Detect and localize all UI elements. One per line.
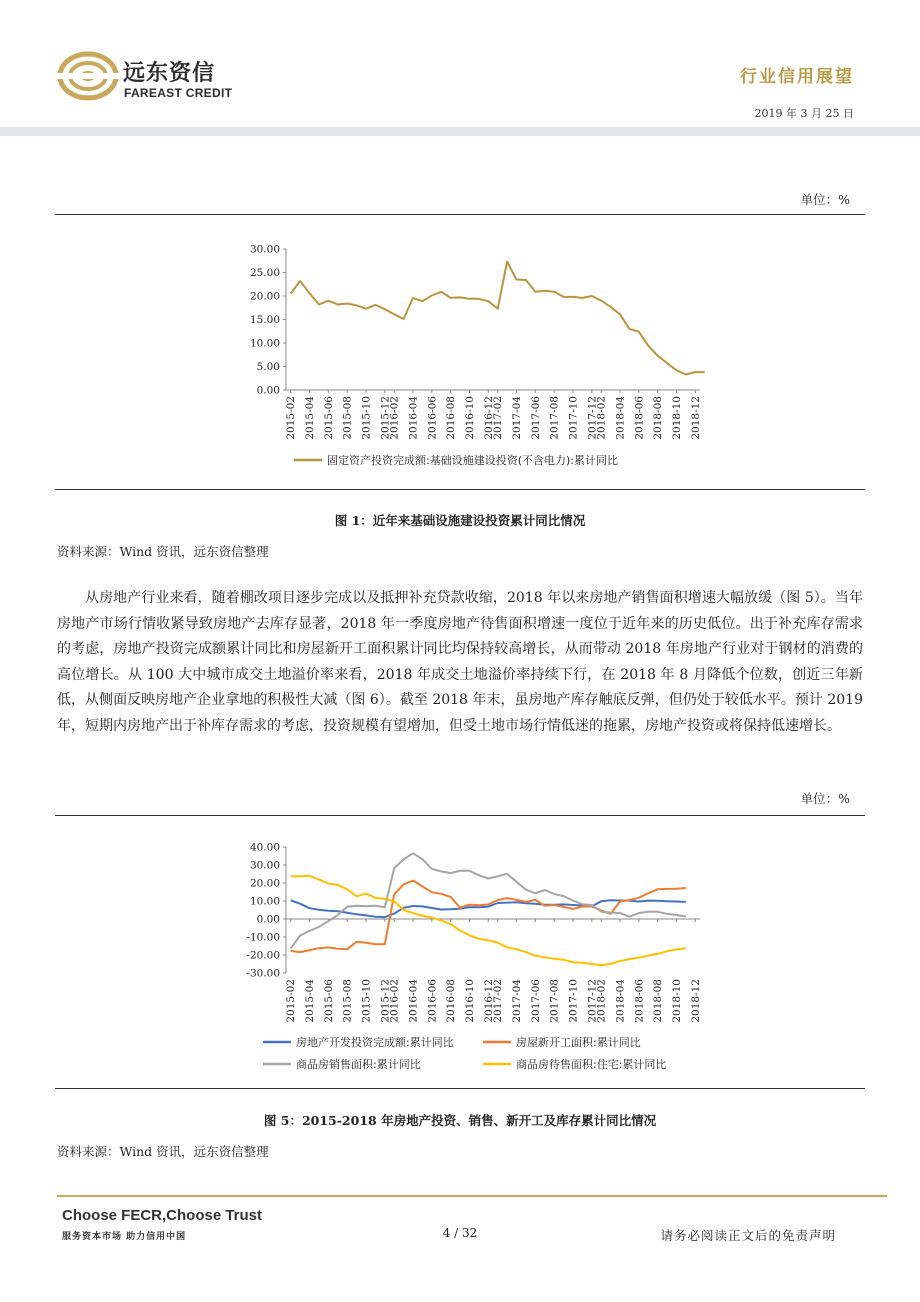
legend-label: 房屋新开工面积:累计同比 xyxy=(516,1036,641,1049)
x-tick-label: 2016-06 xyxy=(426,979,439,1023)
x-tick-label: 2018-12 xyxy=(689,395,702,440)
y-tick-label: -20.00 xyxy=(246,949,280,962)
x-tick-label: 2018-08 xyxy=(652,396,665,440)
x-tick-label: 2018-12 xyxy=(689,979,702,1023)
series-line xyxy=(291,262,705,375)
x-tick-label: 2016-10 xyxy=(463,979,476,1023)
y-tick-label: 25.00 xyxy=(249,267,280,279)
x-tick-label: 2015-10 xyxy=(360,979,373,1023)
x-tick-label: 2017-12 xyxy=(586,396,599,440)
x-tick-label: 2017-06 xyxy=(529,979,542,1023)
x-tick-label: 2016-12 xyxy=(482,396,495,440)
report-type: 行业信用展望 xyxy=(740,67,854,87)
brand-name-cn: 远东资信 xyxy=(123,61,216,86)
y-tick-label: 15.00 xyxy=(249,314,280,326)
y-tick-label: 0.00 xyxy=(256,913,280,926)
figure1-source: 资料来源：Wind 资讯，远东资信整理 xyxy=(57,544,269,559)
figure1-top-rule xyxy=(55,214,865,215)
x-tick-label: 2015-04 xyxy=(304,396,317,440)
x-tick-label: 2018-06 xyxy=(633,979,646,1023)
figure5-source: 资料来源：Wind 资讯，远东资信整理 xyxy=(57,1144,269,1159)
x-tick-label: 2016-02 xyxy=(388,396,401,440)
x-tick-label: 2016-04 xyxy=(407,396,420,440)
x-tick-label: 2018-02 xyxy=(595,979,608,1023)
x-tick-label: 2016-08 xyxy=(445,396,458,440)
x-tick-label: 2017-02 xyxy=(492,979,505,1023)
figure5-unit: 单位：% xyxy=(800,791,850,806)
x-tick-label: 2016-02 xyxy=(388,979,401,1023)
report-date: 2019 年 3 月 25 日 xyxy=(754,107,854,120)
header-divider xyxy=(0,127,920,136)
figure1-caption: 图 1：近年来基础设施建设投资累计同比情况 xyxy=(334,513,586,528)
figure1-bottom-rule xyxy=(55,489,865,490)
x-tick-label: 2016-12 xyxy=(482,979,495,1023)
x-tick-label: 2017-02 xyxy=(492,396,505,440)
x-tick-label: 2018-04 xyxy=(614,979,627,1023)
figure5-bottom-rule xyxy=(55,1088,865,1089)
x-tick-label: 2017-08 xyxy=(548,979,561,1023)
y-tick-label: 30.00 xyxy=(249,859,280,872)
footer-divider xyxy=(57,1195,887,1197)
x-tick-label: 2016-10 xyxy=(463,396,476,440)
x-tick-label: 2018-06 xyxy=(633,396,646,440)
legend-label: 固定资产投资完成额:基础设施建设投资(不含电力):累计同比 xyxy=(327,454,618,467)
body-paragraph: 从房地产行业来看，随着棚改项目逐步完成以及抵押补充贷款收缩，2018 年以来房地产销售面积增速大幅放缓（图 5）。当年房地产市场行情收紧导致房地产去库存显著，2018 年一季度房地产待售面积增速一度位于近年来的历史低位。出于补充库存需求的考虑，房地产投资完成额累计同比和房屋新开工面积累计同比均保持较高增长，从而带动 2018 年房地产行业对于钢材的消费的高位增长。从 100 大中城市成交土地溢价率来看，2018 年成交土地溢价率持续下行，在 2018 年 8 月降低个位数，创近三年新低，从侧面反映房地产企业拿地的积极性大减（图 6）。截至 2018 年末，虽房地产库存触底反弹，但仍处于较低水平。预计 2019 年，短期内房地产出于补库存需求的考虑，投资规模有望增加，但受土地市场行情低迷的拖累，房地产投资或将保持低速增长。 xyxy=(57,590,863,734)
y-tick-label: -10.00 xyxy=(246,931,280,944)
x-tick-label: 2015-12 xyxy=(379,396,392,440)
x-tick-label: 2015-08 xyxy=(341,979,354,1023)
page-number: 4 / 32 xyxy=(442,1226,478,1240)
x-tick-label: 2015-02 xyxy=(285,396,298,440)
footer-brand: Choose FECR,Choose Trust xyxy=(62,1207,263,1224)
y-tick-label: 20.00 xyxy=(249,877,280,890)
y-tick-label: 20.00 xyxy=(249,290,280,303)
y-tick-label: 10.00 xyxy=(249,895,280,908)
x-tick-label: 2018-10 xyxy=(670,979,683,1023)
x-tick-label: 2016-04 xyxy=(407,979,420,1023)
legend-label: 商品房销售面积:累计同比 xyxy=(296,1058,421,1071)
legend-label: 商品房待售面积:住宅:累计同比 xyxy=(516,1058,667,1071)
x-tick-label: 2017-06 xyxy=(529,396,542,440)
x-tick-label: 2017-10 xyxy=(567,979,580,1023)
x-tick-label: 2017-08 xyxy=(548,396,561,440)
x-tick-label: 2017-04 xyxy=(511,396,524,440)
y-tick-label: 30.00 xyxy=(249,243,280,256)
x-tick-label: 2017-10 xyxy=(567,396,580,440)
x-tick-label: 2016-08 xyxy=(445,979,458,1023)
figure1-chart xyxy=(230,238,720,478)
x-tick-label: 2015-10 xyxy=(360,396,373,440)
legend-label: 房地产开发投资完成额:累计同比 xyxy=(296,1036,454,1049)
y-tick-label: -30.00 xyxy=(246,967,280,980)
fareast-logo-icon xyxy=(57,50,119,102)
x-tick-label: 2015-02 xyxy=(285,979,298,1023)
figure5-caption: 图 5：2015-2018 年房地产投资、销售、新开工及库存累计同比情况 xyxy=(263,1113,657,1128)
figure5-chart xyxy=(230,836,720,1081)
footer-disclaimer: 请务必阅读正文后的免责声明 xyxy=(660,1228,836,1243)
x-tick-label: 2018-04 xyxy=(614,396,627,440)
brand-name-en: FAREAST CREDIT xyxy=(124,86,233,100)
x-tick-label: 2016-06 xyxy=(426,396,439,440)
x-tick-label: 2018-08 xyxy=(652,979,665,1023)
figure5-top-rule xyxy=(55,815,865,816)
x-tick-label: 2017-04 xyxy=(511,979,524,1023)
x-tick-label: 2015-08 xyxy=(341,396,354,440)
x-tick-label: 2018-10 xyxy=(670,396,683,440)
footer-slogan: 服务资本市场 助力信用中国 xyxy=(62,1232,187,1242)
y-tick-label: 0.00 xyxy=(256,384,280,397)
x-tick-label: 2015-06 xyxy=(322,396,335,440)
y-tick-label: 40.00 xyxy=(249,841,280,854)
y-tick-label: 5.00 xyxy=(256,361,280,373)
figure1-unit: 单位：% xyxy=(800,192,850,207)
x-tick-label: 2015-12 xyxy=(379,979,392,1023)
x-tick-label: 2018-02 xyxy=(595,396,608,440)
x-tick-label: 2015-06 xyxy=(322,979,335,1023)
x-tick-label: 2017-12 xyxy=(586,979,599,1023)
x-tick-label: 2015-04 xyxy=(304,979,317,1023)
y-tick-label: 10.00 xyxy=(249,337,280,350)
